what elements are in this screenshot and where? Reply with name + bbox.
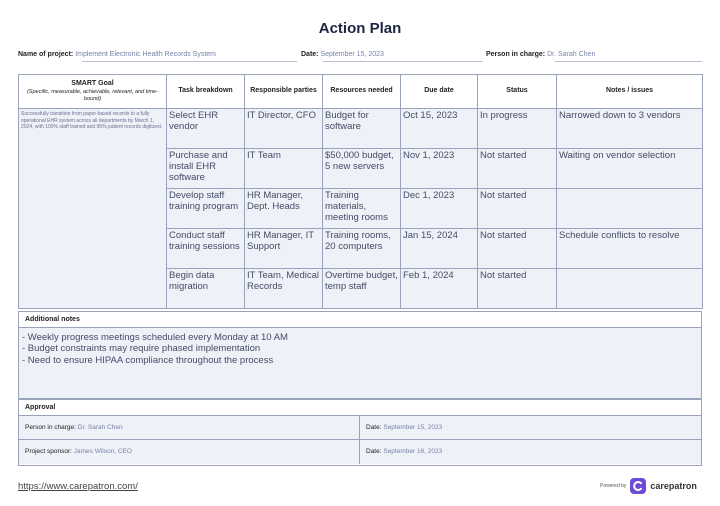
- resources-cell[interactable]: Overtime budget, temp staff: [323, 269, 401, 309]
- note-line: - Weekly progress meetings scheduled every Monday at 10 AM: [22, 332, 288, 343]
- approval-sponsor-cell[interactable]: [19, 440, 360, 464]
- notes-cell[interactable]: Schedule conflicts to resolve: [557, 229, 703, 269]
- task-cell[interactable]: Purchase and install EHR software: [167, 149, 245, 189]
- header-status: Status: [478, 75, 557, 109]
- header-responsible: Responsible parties: [245, 75, 323, 109]
- status-cell[interactable]: In progress: [478, 109, 557, 149]
- project-name-value[interactable]: Implement Electronic Health Records System: [75, 51, 217, 58]
- header-smart-goal: [19, 75, 167, 109]
- resources-cell[interactable]: Budget for software: [323, 109, 401, 149]
- brand-name: carepatron: [650, 481, 697, 491]
- header-smart-goal-label: SMART Goal: [71, 80, 114, 88]
- smart-goal-cell[interactable]: Successfully transition from paper-based records to a fully operational EHR system across all departments by March 1, 2024, with 100% staff trained and 95% patient records digitized.: [19, 109, 167, 309]
- status-cell[interactable]: Not started: [478, 149, 557, 189]
- approval-sponsor-date-cell[interactable]: [360, 440, 701, 464]
- due-date-cell[interactable]: Jan 15, 2024: [401, 229, 478, 269]
- task-cell[interactable]: Begin data migration: [167, 269, 245, 309]
- approval-date-label: Date:: [366, 424, 382, 431]
- approval-sponsor-value: James Wilson, CEO: [73, 448, 132, 455]
- notes-cell[interactable]: [557, 189, 703, 229]
- date-value[interactable]: September 15, 2023: [320, 51, 384, 58]
- status-cell[interactable]: Not started: [478, 269, 557, 309]
- additional-notes-section: [18, 311, 702, 399]
- approval-sponsor-label: Project sponsor:: [25, 448, 72, 455]
- responsible-cell[interactable]: IT Director, CFO: [245, 109, 323, 149]
- header-resources: Resources needed: [323, 75, 401, 109]
- due-date-cell[interactable]: Dec 1, 2023: [401, 189, 478, 229]
- header-due-date: Due date: [401, 75, 478, 109]
- task-cell[interactable]: Select EHR vendor: [167, 109, 245, 149]
- table-row: [19, 109, 703, 149]
- header-smart-goal-sub: (Specific, measurable, achievable, relevant, and time-bound): [27, 89, 158, 102]
- page-title: Action Plan: [318, 20, 402, 37]
- project-name-field: [18, 51, 216, 58]
- due-date-cell[interactable]: Oct 15, 2023: [401, 109, 478, 149]
- status-cell[interactable]: Not started: [478, 229, 557, 269]
- responsible-cell[interactable]: IT Team: [245, 149, 323, 189]
- approval-sponsor-date-value: September 16, 2023: [383, 448, 443, 455]
- person-in-charge-field: [486, 51, 595, 58]
- task-cell[interactable]: Develop staff training program: [167, 189, 245, 229]
- header-task: Task breakdown: [167, 75, 245, 109]
- notes-cell[interactable]: Narrowed down to 3 vendors: [557, 109, 703, 149]
- approval-heading: Approval: [19, 400, 701, 416]
- responsible-cell[interactable]: HR Manager, IT Support: [245, 229, 323, 269]
- person-in-charge-label: Person in charge:: [486, 51, 546, 58]
- date-label: Date:: [301, 51, 319, 58]
- table-header-row: [19, 75, 703, 109]
- carepatron-link[interactable]: https://www.carepatron.com/: [18, 481, 138, 492]
- approval-person-label: Person in charge:: [25, 424, 76, 431]
- header-notes: Notes / issues: [557, 75, 703, 109]
- divider: [323, 61, 483, 62]
- approval-date-cell[interactable]: [360, 416, 701, 440]
- responsible-cell[interactable]: IT Team, Medical Records: [245, 269, 323, 309]
- action-plan-table: [18, 74, 703, 309]
- powered-by-label: Powered by: [600, 483, 627, 489]
- resources-cell[interactable]: Training rooms, 20 computers: [323, 229, 401, 269]
- approval-section: [18, 399, 702, 466]
- project-name-label: Name of project:: [18, 51, 74, 58]
- notes-cell[interactable]: [557, 269, 703, 309]
- approval-sponsor-date-label: Date:: [366, 448, 382, 455]
- additional-notes-heading: Additional notes: [19, 312, 701, 328]
- carepatron-logo-icon: [630, 478, 646, 494]
- approval-person-value: Dr. Sarah Chen: [77, 424, 123, 431]
- responsible-cell[interactable]: HR Manager, Dept. Heads: [245, 189, 323, 229]
- due-date-cell[interactable]: Feb 1, 2024: [401, 269, 478, 309]
- approval-date-value: September 15, 2023: [383, 424, 443, 431]
- status-cell[interactable]: Not started: [478, 189, 557, 229]
- additional-notes-body[interactable]: [19, 328, 701, 398]
- approval-person-cell[interactable]: [19, 416, 360, 440]
- date-field: [301, 51, 384, 58]
- note-line: - Need to ensure HIPAA compliance throughout the process: [22, 354, 274, 366]
- notes-cell[interactable]: Waiting on vendor selection: [557, 149, 703, 189]
- resources-cell[interactable]: Training materials, meeting rooms: [323, 189, 401, 229]
- divider: [82, 61, 297, 62]
- divider: [555, 61, 702, 62]
- due-date-cell[interactable]: Nov 1, 2023: [401, 149, 478, 189]
- powered-by-brand[interactable]: [600, 478, 697, 494]
- person-in-charge-value[interactable]: Dr. Sarah Chen: [547, 51, 596, 58]
- resources-cell[interactable]: $50,000 budget, 5 new servers: [323, 149, 401, 189]
- note-line: - Budget constraints may require phased implementation: [22, 343, 261, 355]
- task-cell[interactable]: Conduct staff training sessions: [167, 229, 245, 269]
- approval-grid: [19, 416, 701, 464]
